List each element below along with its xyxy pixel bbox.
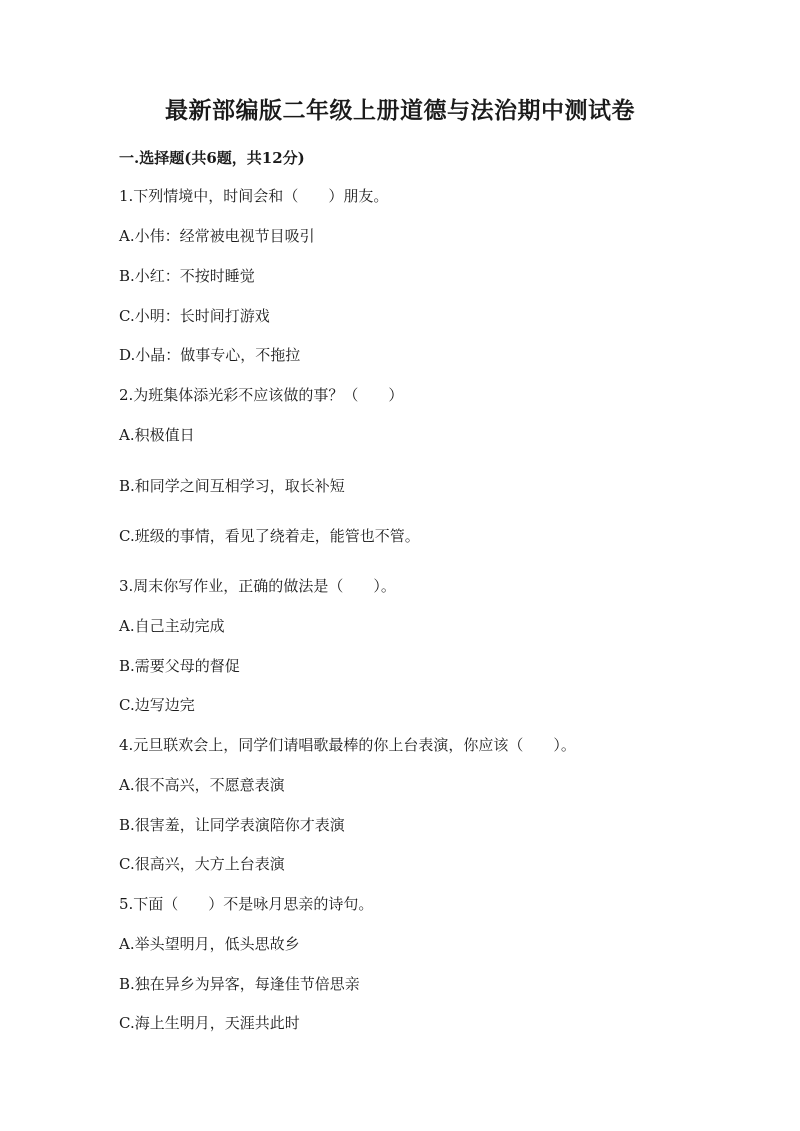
- question-option: A.很不高兴，不愿意表演: [119, 776, 285, 794]
- question-option: A.举头望明月，低头思故乡: [119, 935, 300, 953]
- question-option: D.小晶：做事专心，不拖拉: [119, 346, 301, 364]
- question-option: C.边写边完: [119, 696, 195, 714]
- question-stem: 2.为班集体添光彩不应该做的事？（ ）: [119, 386, 404, 404]
- question-stem: 1.下列情境中，时间会和（ ）朋友。: [119, 187, 389, 205]
- question-option: C.海上生明月，天涯共此时: [119, 1014, 300, 1032]
- question-option: A.积极值日: [119, 426, 195, 444]
- page-title: 最新部编版二年级上册道德与法治期中测试卷: [165, 97, 635, 124]
- question-option: B.小红：不按时睡觉: [119, 267, 255, 285]
- question-stem: 4.元旦联欢会上，同学们请唱歌最棒的你上台表演，你应该（ ）。: [119, 736, 576, 754]
- question-option: A.自己主动完成: [119, 617, 225, 635]
- question-option: B.独在异乡为异客，每逢佳节倍思亲: [119, 975, 360, 993]
- question-stem: 3.周末你写作业，正确的做法是（ ）。: [119, 577, 396, 595]
- section-heading: 一.选择题(共6题，共12分): [119, 149, 305, 167]
- question-option: C.很高兴，大方上台表演: [119, 855, 285, 873]
- question-option: A.小伟：经常被电视节目吸引: [119, 227, 315, 245]
- question-option: C.班级的事情，看见了绕着走，能管也不管。: [119, 527, 420, 545]
- question-stem: 5.下面（ ）不是咏月思亲的诗句。: [119, 895, 374, 913]
- question-option: C.小明：长时间打游戏: [119, 307, 270, 325]
- question-option: B.和同学之间互相学习，取长补短: [119, 477, 345, 495]
- question-option: B.需要父母的督促: [119, 657, 240, 675]
- question-option: B.很害羞，让同学表演陪你才表演: [119, 816, 345, 834]
